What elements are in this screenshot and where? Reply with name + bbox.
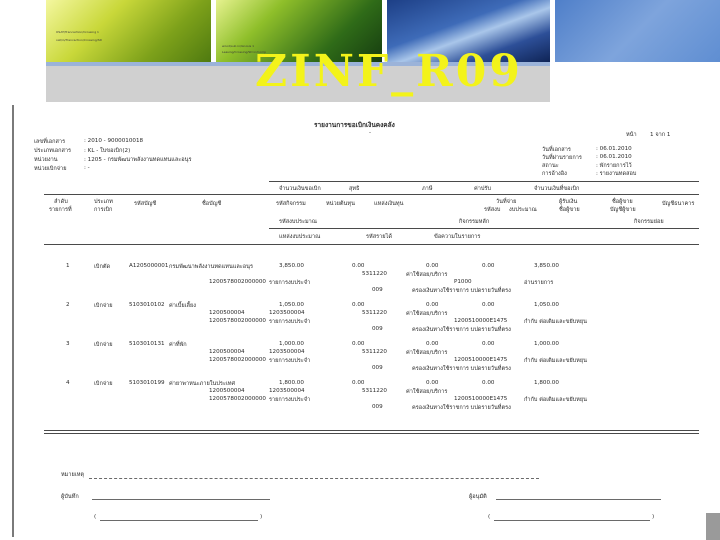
page-label: หน้า	[626, 132, 637, 138]
row-desc: ค่าใช้สอย/บริการ	[406, 311, 448, 317]
row-tax: 0.00	[352, 380, 365, 386]
page-value: 1 จาก 1	[650, 132, 671, 138]
row-fine: 0.00	[426, 341, 439, 347]
approver-paren-open: (	[488, 514, 491, 520]
report-document	[12, 105, 710, 537]
col-header: กิจกรรมหลัก	[459, 219, 490, 225]
banner-strip-text: wood/sub in/Gnosis 1	[222, 44, 254, 48]
row-type: เบิกจ่าย	[94, 303, 113, 309]
remark-line	[89, 478, 539, 479]
row-amount: 1,050.00	[279, 302, 304, 308]
row-source-desc: ครองเงินทางใช้ราชการ บปดรายวันที่ตรง	[412, 405, 511, 411]
meta-label: การอ้างอิง	[542, 171, 567, 177]
row-fine2: 0.00	[482, 380, 495, 386]
col-header: ผู้รับเงิน	[559, 199, 578, 205]
row-amount: 1,000.00	[279, 341, 304, 347]
row-name: ค่ายาพาหนะภายในประเทศ	[169, 381, 236, 387]
col-header: วันที่จ่าย	[496, 199, 517, 205]
row-code: 5103010131	[129, 341, 165, 347]
row-cost-a: 1200500004	[209, 349, 245, 355]
header-rule	[269, 181, 699, 182]
row-name: กรมพัฒนาพลังงานทดแทนและอนุร	[169, 264, 253, 270]
row-ref-desc: กำกับ ต่อเติมและขยับหยุน	[524, 319, 587, 325]
header-rule	[44, 244, 699, 245]
row-account: 5311220	[362, 349, 387, 355]
col-header: รายการที่	[49, 207, 72, 213]
row-no: 4	[66, 380, 70, 386]
meta-label: วันที่ผ่านรายการ	[542, 155, 582, 161]
row-budget-code: 1200578002000000	[209, 318, 266, 324]
row-type: เบิกตัด	[94, 264, 111, 270]
row-no: 3	[66, 341, 70, 347]
col-header: กิจกรรมย่อย	[634, 219, 664, 225]
row-ref: 1200510000E1475	[454, 357, 508, 363]
row-source: 009	[372, 404, 383, 410]
row-budget-code: 1200578002000000	[209, 357, 266, 363]
row-ref-desc: อ่านรายการ	[524, 280, 554, 286]
meta-label: เลขที่เอกสาร	[34, 139, 66, 145]
header-rule	[44, 194, 699, 195]
col-header: ประเภท	[94, 199, 113, 205]
slide-title: ZINF_R09	[255, 46, 523, 97]
recorder-name-line	[100, 520, 258, 521]
meta-value: : รายงานทดสอบ	[596, 171, 637, 177]
row-cost-a: 1200500004	[209, 310, 245, 316]
report-title: รายงานการขอเบิกเงินคงคลัง	[314, 121, 395, 129]
row-budget-code: 1200578002000000	[209, 279, 266, 285]
meta-value: : 2010 - 9000010018	[84, 138, 144, 144]
col-header: ชื่อผู้ขาย	[559, 207, 580, 213]
col-header: แหล่งงบประมาณ	[279, 234, 321, 240]
meta-value: : -	[84, 165, 90, 171]
group-header: ภาษี	[422, 186, 433, 192]
row-no: 1	[66, 263, 70, 269]
row-ref: P1000	[454, 279, 472, 285]
report-subtitle: -	[369, 130, 372, 136]
remark-label: หมายเหตุ	[61, 472, 85, 478]
col-header: บัญชีธนาคาร	[662, 201, 695, 207]
row-budget-code: 1200578002000000	[209, 396, 266, 402]
recorder-label: ผู้บันทึก	[61, 494, 79, 500]
col-header: แหล่งเงินทุน	[374, 201, 404, 207]
col-header: รหัสงบ	[484, 207, 501, 213]
group-header: จำนวนเงินที่ขอเบิก	[534, 186, 580, 192]
row-no: 2	[66, 302, 70, 308]
row-budget-desc: รายการงบประจำ	[269, 397, 311, 403]
row-source-desc: ครองเงินทางใช้ราชการ บปดรายวันที่ตรง	[412, 288, 511, 294]
meta-value: : 06.01.2010	[596, 146, 632, 152]
row-fine2: 0.00	[482, 302, 495, 308]
col-header: หน่วยต้นทุน	[326, 201, 355, 207]
col-header: รหัสรายได้	[366, 234, 392, 240]
row-net: 1,050.00	[534, 302, 559, 308]
meta-label: หน่วยงาน	[34, 157, 58, 163]
row-type: เบิกจ่าย	[94, 342, 113, 348]
approver-signature-line	[496, 499, 661, 500]
recorder-signature-line	[92, 499, 270, 500]
group-header: จำนวนเงินขอเบิก	[279, 186, 321, 192]
row-budget-desc: รายการงบประจำ	[269, 319, 311, 325]
approver-name-line	[494, 520, 650, 521]
col-header: ลำดับ	[54, 199, 68, 205]
row-account: 5311220	[362, 310, 387, 316]
row-source: 009	[372, 287, 383, 293]
row-cost-b: 1203500004	[269, 388, 305, 394]
row-name: ค่าเบี้ยเลี้ยง	[169, 303, 196, 309]
row-amount: 3,850.00	[279, 263, 304, 269]
meta-value: : 1205 - กรมพัฒนาพลังงานทดแทนและอนุร	[84, 157, 192, 163]
row-fine2: 0.00	[482, 263, 495, 269]
col-header: ข้อความในรายการ	[434, 234, 481, 240]
row-type: เบิกจ่าย	[94, 381, 113, 387]
row-cost-a: 1200500004	[209, 388, 245, 394]
banner-image-4	[555, 0, 720, 62]
row-cost-b: 1203500004	[269, 310, 305, 316]
group-header: สุทธิ	[349, 186, 360, 192]
row-desc: ค่าใช้สอย/บริการ	[406, 389, 448, 395]
row-ref: 1200510000E1475	[454, 318, 508, 324]
row-ref-desc: กำกับ ต่อเติมและขยับหยุน	[524, 397, 587, 403]
col-header: รหัสกิจกรรม	[276, 201, 306, 207]
row-fine: 0.00	[426, 380, 439, 386]
recorder-paren-open: (	[94, 514, 97, 520]
row-desc: ค่าใช้สอย/บริการ	[406, 272, 448, 278]
row-tax: 0.00	[352, 341, 365, 347]
row-net: 3,850.00	[534, 263, 559, 269]
row-source: 009	[372, 326, 383, 332]
meta-label: สถานะ	[542, 163, 559, 169]
col-header: ชื่อบัญชี	[202, 201, 222, 207]
table-bottom-rule	[44, 430, 699, 431]
row-fine2: 0.00	[482, 341, 495, 347]
approver-paren-close: )	[652, 514, 655, 520]
banner-strip-text: Leasing/Crossing/SD in/Comp	[222, 50, 267, 54]
row-cost-b: 1203500004	[269, 349, 305, 355]
header-rule	[269, 228, 699, 229]
recorder-paren-close: )	[260, 514, 263, 520]
col-header: ชื่อผู้ขาย	[612, 199, 633, 205]
row-fine: 0.00	[426, 302, 439, 308]
approver-label: ผู้อนุมัติ	[469, 494, 487, 500]
row-fine: 0.00	[426, 263, 439, 269]
meta-label: หน่วยเบิกจ่าย	[34, 166, 67, 172]
meta-value: : KL - ใบขอเบิก(2)	[84, 148, 131, 154]
col-header: รหัสบัญชี	[134, 201, 157, 207]
row-net: 1,000.00	[534, 341, 559, 347]
row-name: ค่าที่พัก	[169, 342, 187, 348]
col-header: การเบิก	[94, 207, 113, 213]
row-source-desc: ครองเงินทางใช้ราชการ บปดรายวันที่ตรง	[412, 327, 511, 333]
row-budget-desc: รายการงบประจำ	[269, 280, 311, 286]
table-bottom-rule	[44, 433, 699, 434]
row-amount: 1,800.00	[279, 380, 304, 386]
banner-strip-text: OSAT/Trancaction/Crossing 1	[56, 30, 99, 34]
row-budget-desc: รายการงบประจำ	[269, 358, 311, 364]
meta-value: : พักรายการไว้	[596, 163, 632, 169]
banner-strip-text: oat/in/Trancaction/Crossing/SD	[56, 38, 102, 42]
col-header: งบประมาณ	[509, 207, 537, 213]
row-account: 5311220	[362, 271, 387, 277]
row-source-desc: ครองเงินทางใช้ราชการ บปดรายวันที่ตรง	[412, 366, 511, 372]
scrollbar-thumb[interactable]	[706, 513, 720, 540]
row-account: 5311220	[362, 388, 387, 394]
col-header: บัญชีผู้ขาย	[610, 207, 636, 213]
row-code: A1205000001	[129, 263, 169, 269]
meta-label: วันที่เอกสาร	[542, 147, 571, 153]
row-tax: 0.00	[352, 302, 365, 308]
row-code: 5103010102	[129, 302, 165, 308]
group-header: ค่าปรับ	[474, 186, 491, 192]
row-net: 1,800.00	[534, 380, 559, 386]
row-tax: 0.00	[352, 263, 365, 269]
row-ref-desc: กำกับ ต่อเติมและขยับหยุน	[524, 358, 587, 364]
row-code: 5103010199	[129, 380, 165, 386]
row-ref: 1200510000E1475	[454, 396, 508, 402]
banner-image-1	[46, 0, 211, 62]
meta-value: : 06.01.2010	[596, 154, 632, 160]
row-source: 009	[372, 365, 383, 371]
meta-label: ประเภทเอกสาร	[34, 148, 72, 154]
col-header: รหัสงบประมาณ	[279, 219, 317, 225]
row-desc: ค่าใช้สอย/บริการ	[406, 350, 448, 356]
